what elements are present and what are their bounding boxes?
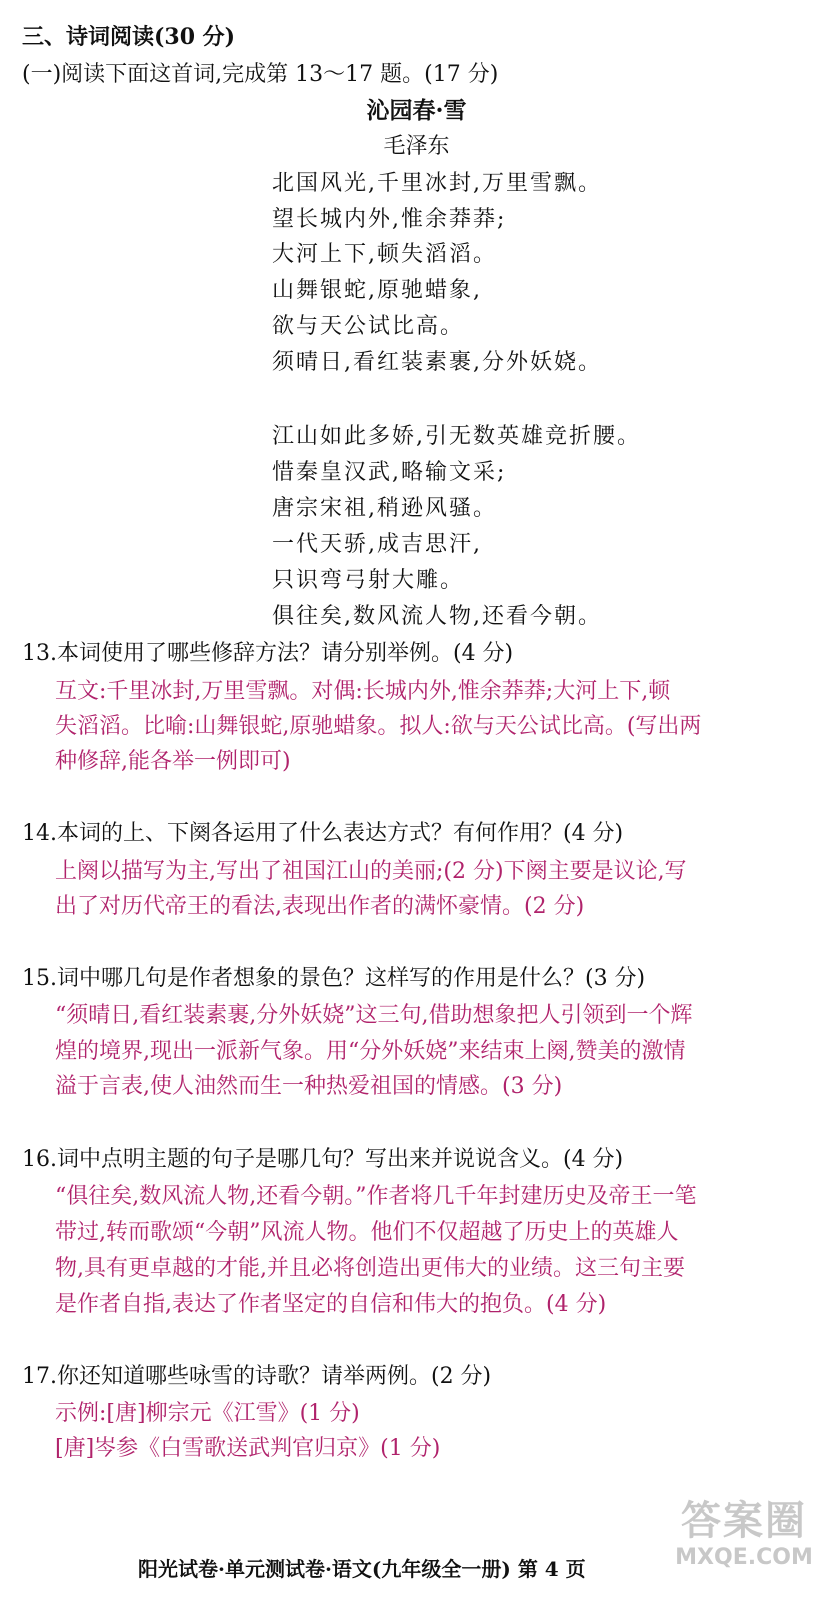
poem-line: 大河上下,顿失滔滔。 [272,242,497,267]
poem-line: 只识弯弓射大雕。 [272,568,465,593]
answer-line: 示例:[唐]柳宗元《江雪》(1 分) [55,1401,360,1426]
watermark-logo [669,1497,819,1571]
section-title: 三、诗词阅读(30 分) [22,24,236,50]
poem-line: 一代天骄,成吉思汗, [272,532,482,557]
poem-line: 俱往矣,数风流人物,还看今朝。 [272,604,602,629]
poem-line: 欲与天公试比高。 [272,314,465,339]
poem-line: 北国风光,千里冰封,万里雪飘。 [272,171,602,196]
part-intro: (一)阅读下面这首词,完成第 13～17 题。(17 分) [22,62,499,87]
question-16: 16.词中点明主题的句子是哪几句？写出来并说说含义。(4 分) [22,1147,624,1172]
poem-line: 望长城内外,惟余莽莽; [272,207,507,232]
poem-line: 须晴日,看红装素裹,分外妖娆。 [272,350,602,375]
poem-line: 江山如此多娇,引无数英雄竞折腰。 [272,424,641,449]
answer-line: 煌的境界,现出一派新气象。用“分外妖娆”来结束上阕,赞美的激情 [55,1039,686,1064]
answer-line: 出了对历代帝王的看法,表现出作者的满怀豪情。(2 分) [55,894,585,919]
poem-line: 唐宗宋祖,稍逊风骚。 [272,496,497,521]
poem-line: 惜秦皇汉武,略输文采; [272,460,507,485]
poem-line: 山舞银蛇,原驰蜡象, [272,278,482,303]
answer-line: “俱往矣,数风流人物,还看今朝。”作者将几千年封建历史及帝王一笔 [55,1184,697,1209]
question-13: 13.本词使用了哪些修辞方法？请分别举例。(4 分) [22,641,514,666]
poem-title: 沁园春·雪 [366,97,467,124]
answer-line: 溢于言表,使人油然而生一种热爱祖国的情感。(3 分) [55,1074,563,1099]
answer-line: 物,具有更卓越的才能,并且必将创造出更伟大的业绩。这三句主要 [55,1256,685,1281]
answer-line: “须晴日,看红装素裹,分外妖娆”这三句,借助想象把人引领到一个辉 [55,1003,693,1028]
answer-line: 是作者自指,表达了作者坚定的自信和伟大的抱负。(4 分) [55,1292,607,1317]
answer-line: 互文:千里冰封,万里雪飘。对偶:长城内外,惟余莽莽;大河上下,顿 [55,679,671,704]
watermark-url: MXQE.COM [675,1545,813,1570]
answer-line: [唐]岑参《白雪歌送武判官归京》(1 分) [55,1436,441,1461]
poem-author: 毛泽东 [383,134,450,159]
page-footer: 阳光试卷·单元测试卷·语文(九年级全一册) 第 4 页 [138,1557,586,1581]
question-17: 17.你还知道哪些咏雪的诗歌？请举两例。(2 分) [22,1364,492,1389]
question-14: 14.本词的上、下阕各运用了什么表达方式？有何作用？(4 分) [22,821,624,846]
answer-line: 上阕以描写为主,写出了祖国江山的美丽;(2 分)下阕主要是议论,写 [55,859,687,884]
answer-line: 带过,转而歌颂“今朝”风流人物。他们不仅超越了历史上的英雄人 [55,1220,679,1245]
watermark-title: 答案圈 [681,1498,807,1544]
answer-line: 种修辞,能各举一例即可) [55,749,291,774]
question-15: 15.词中哪几句是作者想象的景色？这样写的作用是什么？(3 分) [22,966,646,991]
answer-line: 失滔滔。比喻:山舞银蛇,原驰蜡象。拟人:欲与天公试比高。(写出两 [55,714,702,739]
